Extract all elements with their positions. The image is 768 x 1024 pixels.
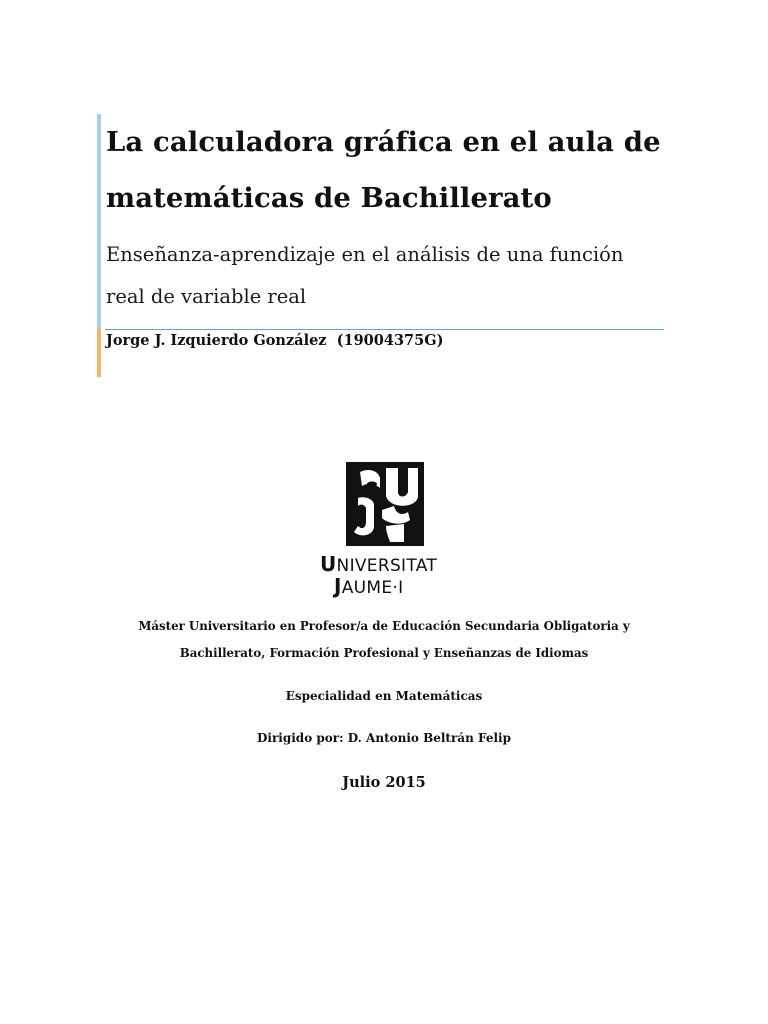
accent-bar-blue: [97, 114, 101, 328]
document-subtitle-line-2: real de variable real: [106, 285, 307, 308]
master-program-line-2: Bachillerato, Formación Profesional y Enseñanzas de Idiomas: [179, 646, 589, 660]
logo-initial-j: J: [334, 574, 342, 598]
accent-bar-orange: [97, 328, 101, 377]
uji-emblem-icon: [346, 462, 424, 546]
document-title: [106, 114, 666, 226]
logo-wordmark-line-2: [334, 574, 462, 598]
logo-wordmark-line-1: [320, 552, 448, 576]
submission-date: Julio 2015: [342, 774, 426, 791]
thesis-director: Dirigido por: D. Antonio Beltrán Felip: [257, 731, 511, 745]
document-title-line-1: La calculadora gráfica en el aula de: [106, 126, 661, 158]
university-logo: [320, 462, 448, 596]
document-title-line-2: matemáticas de Bachillerato: [106, 182, 552, 214]
logo-text-niversitat: NIVERSITAT: [336, 556, 438, 576]
master-program: [0, 613, 768, 667]
document-subtitle: [106, 234, 666, 318]
logo-text-aume-i: AUME·I: [341, 578, 404, 598]
document-subtitle-line-1: Enseñanza-aprendizaje en el análisis de una función: [106, 243, 624, 266]
author-name: Jorge J. Izquierdo González (19004375G): [106, 332, 444, 349]
logo-initial-u: U: [320, 552, 337, 576]
master-program-line-1: Máster Universitario en Profesor/a de Educación Secundaria Obligatoria y: [138, 619, 630, 633]
specialty: Especialidad en Matemáticas: [285, 689, 483, 703]
